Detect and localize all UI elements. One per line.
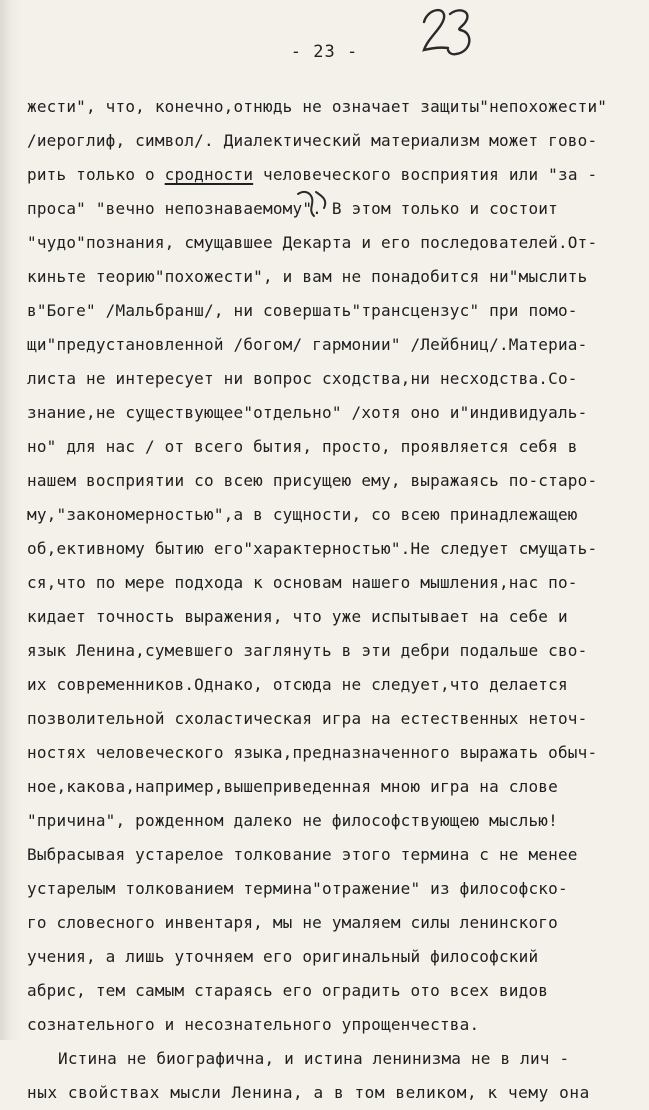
text-line-14: об,ективному бытию его"характерностью".Не следует смущать-	[27, 539, 598, 558]
text-line-10: знание,не существующее"отдельно" /хотя оно и"индивидуаль-	[27, 403, 588, 422]
text-line-8: щи"предустановленной /богом/ гармонии" /Лейбниц/.Материа-	[27, 335, 588, 354]
text-segment: рить только о	[27, 165, 165, 184]
text-line-3	[27, 158, 647, 192]
text-line-9: листа не интересует ни вопрос сходства,ни несходства.Со-	[27, 369, 578, 388]
text-segment: человеческого восприятия или "за -	[253, 165, 598, 184]
text-line-20: ностях человеческого языка,предназначенного выражать обыч-	[27, 743, 598, 762]
page-number: - 23 -	[290, 42, 359, 62]
text-line-18: их современников.Однако, отсюда не следует,что делается	[27, 675, 568, 694]
text-line-4: проса" "вечно непознаваемому". В этом только и состоит	[27, 199, 558, 218]
handwritten-correction-mark	[294, 186, 334, 220]
text-line-28: сознательного и несознательного упрощенчества.	[27, 1015, 480, 1034]
text-line-19: позволительной схоластическая игра на естественных неточ-	[27, 709, 588, 728]
text-line-24: устарелым толкованием термина"отражение" из философско-	[27, 879, 568, 898]
text-line-16: кидает точность выражения, что уже испытывает на себе и	[27, 607, 568, 626]
text-line-26: учения, а лишь уточняем его оригинальный философский	[27, 947, 539, 966]
text-line-1: жести", что, конечно,отнюдь не означает защиты"непохожести"	[27, 97, 608, 116]
text-line-5: "чудо"познания, смущавшее Декарта и его последователей.От-	[27, 233, 598, 252]
text-line-27: абрис, тем самым стараясь его оградить ото всех видов	[27, 981, 549, 1000]
text-line-15: ся,что по мере подхода к основам нашего мышления,нас по-	[27, 573, 578, 592]
text-line-7: в"Боге" /Мальбранш/, ни совершать"трансцензус" при помо-	[27, 301, 578, 320]
text-line-29: Истина не биографична, и истина ленинизма не в лич -	[58, 1049, 570, 1068]
underlined-word: сродности	[164, 165, 254, 184]
text-line-21: ное,какова,например,вышеприведенная мною игра на слове	[27, 777, 558, 796]
text-line-12: нашем восприятии со всею присущею ему, выражаясь по-старо-	[27, 471, 598, 490]
text-line-30: ных свойствах мысли Ленина, а в том великом, к чему она	[27, 1083, 590, 1102]
text-line-17: язык Ленина,сумевшего заглянуть в эти дебри подальше сво-	[27, 641, 588, 660]
text-line-2: /иероглиф, символ/. Диалектический материализм может гово-	[27, 131, 598, 150]
text-line-6: киньте теорию"похожести", и вам не понадобится ни"мыслить	[27, 267, 588, 286]
text-line-11: но" для нас / от всего бытия, просто, проявляется себя в	[27, 437, 578, 456]
text-line-22: "причина", рожденном далеко не философствующею мыслью!	[27, 811, 558, 830]
text-line-25: го словесного инвентаря, мы не умаляем силы ленинского	[27, 913, 558, 932]
text-line-23: Выбрасывая устарелое толкование этого термина с не менее	[27, 845, 578, 864]
text-line-13: му,"закономерностью",а в сущности, со всею принадлежащею	[27, 505, 578, 524]
